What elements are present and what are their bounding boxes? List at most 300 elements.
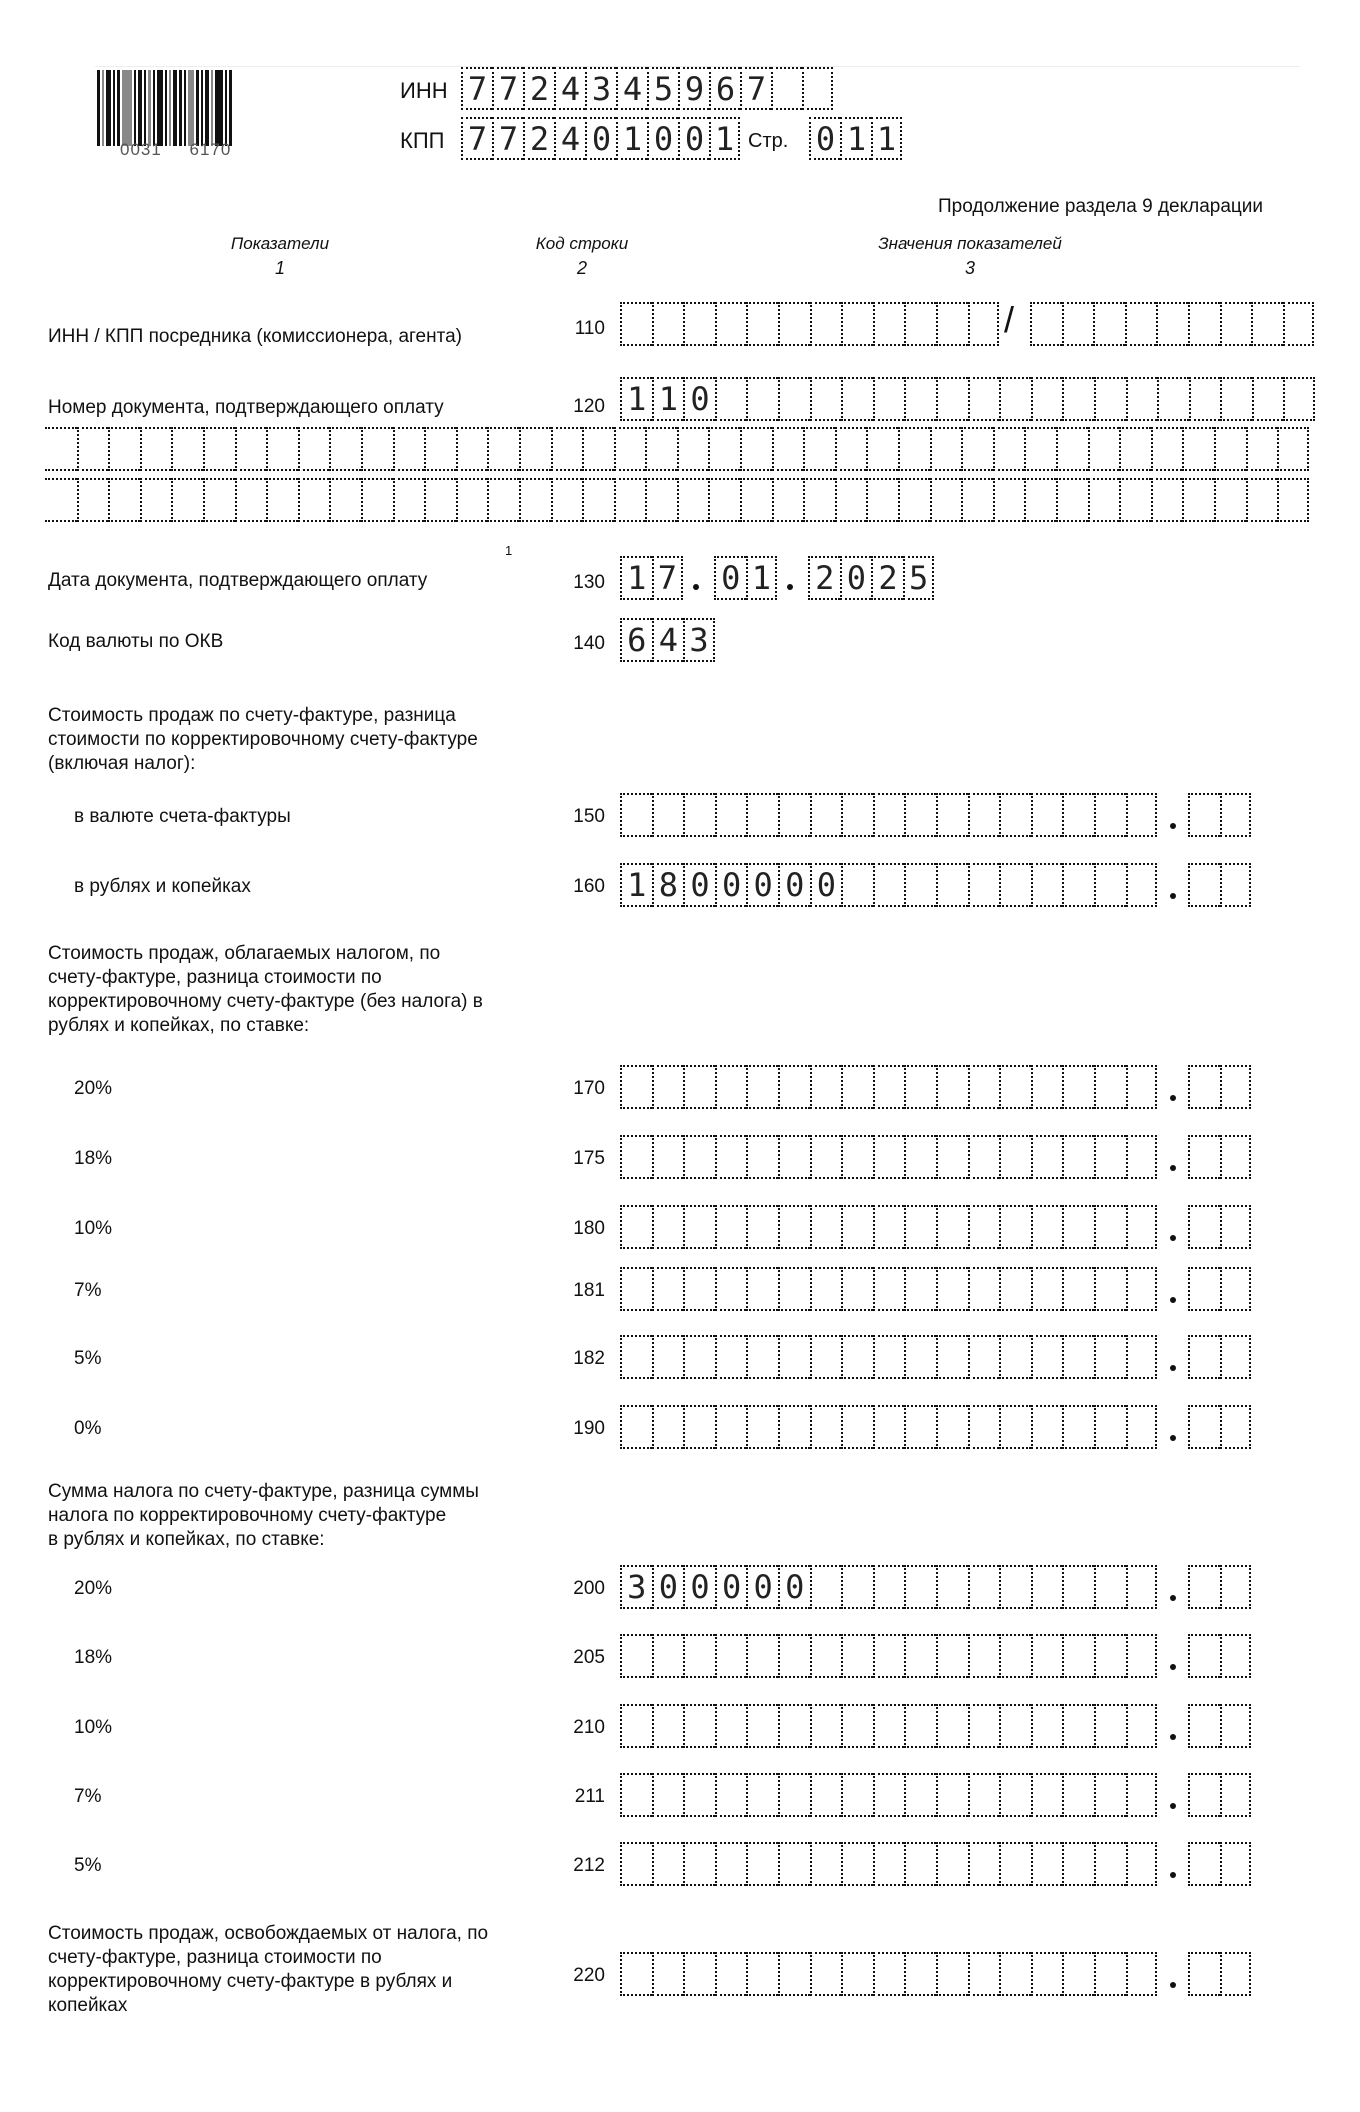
kpp-field[interactable] [461,117,740,160]
char-cell[interactable] [841,1135,873,1179]
char-cell[interactable] [873,1405,905,1449]
char-cell[interactable] [620,1405,652,1449]
char-cell[interactable] [620,1704,652,1748]
char-cell[interactable] [1220,1773,1252,1817]
char-cell[interactable] [999,1335,1031,1379]
char-cell[interactable] [1031,793,1063,837]
char-cell[interactable] [1157,377,1189,421]
char-cell[interactable] [1088,427,1120,471]
char-cell[interactable] [1188,793,1220,837]
char-cell[interactable] [77,478,109,522]
char-cell[interactable] [620,1952,652,1996]
char-cell[interactable] [999,1842,1031,1886]
char-cell[interactable] [1031,1952,1063,1996]
char-cell[interactable] [904,1773,936,1817]
char-cell[interactable]: 0 [746,863,778,907]
char-cell[interactable] [999,1267,1031,1311]
char-cell[interactable] [456,427,488,471]
char-cell[interactable] [1062,1773,1094,1817]
char-cell[interactable] [715,1135,747,1179]
char-cell[interactable] [393,478,425,522]
char-cell[interactable] [1062,863,1094,907]
char-cell[interactable] [361,427,393,471]
char-cell[interactable] [1214,478,1246,522]
char-cell[interactable] [841,1065,873,1109]
char-cell[interactable] [968,1704,1000,1748]
char-cell[interactable] [1126,1405,1158,1449]
char-cell[interactable] [1220,1634,1252,1678]
char-cell[interactable] [936,1773,968,1817]
char-cell[interactable]: 0 [746,1565,778,1609]
char-cell[interactable] [1126,1135,1158,1179]
char-cell[interactable] [1024,427,1056,471]
inn-field[interactable] [461,67,833,110]
char-cell[interactable] [203,427,235,471]
row-160-kopeks-field[interactable] [1188,863,1251,907]
char-cell[interactable] [778,1842,810,1886]
char-cell[interactable] [1126,793,1158,837]
char-cell[interactable] [645,478,677,522]
char-cell[interactable] [715,1842,747,1886]
char-cell[interactable] [904,793,936,837]
char-cell[interactable] [873,1267,905,1311]
char-cell[interactable] [810,1405,842,1449]
char-cell[interactable] [778,793,810,837]
char-cell[interactable] [620,1773,652,1817]
char-cell[interactable] [683,793,715,837]
row-205-kopeks-field[interactable] [1188,1634,1251,1678]
char-cell[interactable] [708,427,740,471]
char-cell[interactable] [1094,1842,1126,1886]
char-cell[interactable] [904,302,936,346]
char-cell[interactable] [715,1205,747,1249]
row-182-rubles-field[interactable] [620,1335,1157,1379]
char-cell[interactable] [841,1952,873,1996]
char-cell[interactable] [1126,1704,1158,1748]
char-cell[interactable] [1126,1634,1158,1678]
char-cell[interactable] [715,1405,747,1449]
char-cell[interactable]: 0 [678,117,709,160]
char-cell[interactable] [1094,1135,1126,1179]
char-cell[interactable] [841,377,873,421]
char-cell[interactable] [968,1205,1000,1249]
char-cell[interactable] [810,1842,842,1886]
char-cell[interactable] [1126,863,1158,907]
char-cell[interactable]: 0 [652,1565,684,1609]
char-cell[interactable] [904,863,936,907]
char-cell[interactable] [620,1335,652,1379]
char-cell[interactable]: 3 [683,618,715,662]
char-cell[interactable] [740,478,772,522]
char-cell[interactable] [810,1335,842,1379]
char-cell[interactable] [835,427,867,471]
char-cell[interactable] [708,478,740,522]
char-cell[interactable] [683,1952,715,1996]
char-cell[interactable] [778,377,810,421]
char-cell[interactable] [1031,1335,1063,1379]
char-cell[interactable] [968,1065,1000,1109]
row-220-kopeks-field[interactable] [1188,1952,1251,1996]
char-cell[interactable] [746,302,778,346]
row-220-rubles-field[interactable] [620,1952,1157,1996]
char-cell[interactable] [298,478,330,522]
char-cell[interactable] [1283,302,1315,346]
char-cell[interactable] [1277,478,1309,522]
char-cell[interactable] [266,478,298,522]
char-cell[interactable] [1031,863,1063,907]
char-cell[interactable] [715,1773,747,1817]
char-cell[interactable] [683,1842,715,1886]
row-120-field[interactable] [620,377,1315,421]
row-210-kopeks-field[interactable] [1188,1704,1251,1748]
char-cell[interactable] [1056,427,1088,471]
char-cell[interactable] [1188,1634,1220,1678]
char-cell[interactable] [1126,1952,1158,1996]
char-cell[interactable] [810,793,842,837]
row-120-continuation-1[interactable] [45,427,1309,471]
char-cell[interactable] [1031,1267,1063,1311]
char-cell[interactable]: 0 [585,117,616,160]
char-cell[interactable] [1024,478,1056,522]
char-cell[interactable] [873,377,905,421]
char-cell[interactable] [1062,1405,1094,1449]
row-200-kopeks-field[interactable] [1188,1565,1251,1609]
char-cell[interactable] [772,427,804,471]
char-cell[interactable]: 6 [620,618,652,662]
row-120-continuation-2[interactable] [45,478,1309,522]
char-cell[interactable] [873,793,905,837]
char-cell[interactable] [1031,1634,1063,1678]
char-cell[interactable]: 0 [809,117,840,160]
char-cell[interactable] [1062,1065,1094,1109]
char-cell[interactable] [873,863,905,907]
char-cell[interactable] [683,1773,715,1817]
char-cell[interactable] [746,1065,778,1109]
char-cell[interactable] [1062,302,1094,346]
char-cell[interactable]: 7 [461,117,492,160]
char-cell[interactable] [456,478,488,522]
char-cell[interactable] [999,377,1031,421]
char-cell[interactable] [652,1205,684,1249]
char-cell[interactable] [1188,1205,1220,1249]
char-cell[interactable] [904,1952,936,1996]
char-cell[interactable] [620,793,652,837]
char-cell[interactable] [999,863,1031,907]
char-cell[interactable] [1220,1842,1252,1886]
char-cell[interactable] [298,427,330,471]
char-cell[interactable]: 0 [810,863,842,907]
char-cell[interactable] [1126,1267,1158,1311]
char-cell[interactable] [904,1065,936,1109]
char-cell[interactable] [1094,1952,1126,1996]
char-cell[interactable] [1031,1405,1063,1449]
char-cell[interactable] [904,377,936,421]
char-cell[interactable] [968,377,1000,421]
char-cell[interactable] [1220,1405,1252,1449]
row-212-rubles-field[interactable] [620,1842,1157,1886]
char-cell[interactable] [1030,302,1062,346]
char-cell[interactable]: 9 [678,67,709,110]
row-182-kopeks-field[interactable] [1188,1335,1251,1379]
char-cell[interactable]: 1 [709,117,740,160]
char-cell[interactable] [968,1634,1000,1678]
char-cell[interactable]: 7 [740,67,771,110]
char-cell[interactable] [1188,1065,1220,1109]
char-cell[interactable] [582,427,614,471]
char-cell[interactable] [1094,1565,1126,1609]
char-cell[interactable] [841,302,873,346]
row-160-rubles-field[interactable] [620,863,1157,907]
char-cell[interactable] [1031,1842,1063,1886]
date-day-field[interactable] [620,556,683,600]
row-210-rubles-field[interactable] [620,1704,1157,1748]
char-cell[interactable] [652,1135,684,1179]
char-cell[interactable]: 1 [746,556,778,600]
char-cell[interactable] [1094,1634,1126,1678]
char-cell[interactable]: 0 [778,1565,810,1609]
char-cell[interactable] [810,1704,842,1748]
char-cell[interactable] [961,478,993,522]
char-cell[interactable] [1062,377,1094,421]
row-110-kpp-field[interactable] [1030,302,1314,346]
char-cell[interactable]: 7 [492,67,523,110]
char-cell[interactable] [1119,478,1151,522]
char-cell[interactable] [652,1335,684,1379]
currency-code-field[interactable] [620,618,715,662]
char-cell[interactable] [746,1842,778,1886]
char-cell[interactable] [1094,1335,1126,1379]
char-cell[interactable] [873,1335,905,1379]
char-cell[interactable] [1031,1065,1063,1109]
char-cell[interactable]: 1 [840,117,871,160]
char-cell[interactable] [841,1335,873,1379]
char-cell[interactable] [171,478,203,522]
char-cell[interactable] [652,1842,684,1886]
row-110-inn-field[interactable] [620,302,999,346]
char-cell[interactable] [904,1135,936,1179]
char-cell[interactable] [1188,1267,1220,1311]
char-cell[interactable] [1031,1135,1063,1179]
char-cell[interactable] [677,478,709,522]
char-cell[interactable] [999,1405,1031,1449]
char-cell[interactable] [873,1135,905,1179]
char-cell[interactable] [620,1634,652,1678]
char-cell[interactable] [968,1267,1000,1311]
page-number-field[interactable] [809,117,902,160]
row-175-kopeks-field[interactable] [1188,1135,1251,1179]
row-150-rubles-field[interactable] [620,793,1157,837]
char-cell[interactable] [778,1065,810,1109]
char-cell[interactable] [1062,1842,1094,1886]
char-cell[interactable] [936,1565,968,1609]
char-cell[interactable] [930,478,962,522]
char-cell[interactable] [393,427,425,471]
char-cell[interactable] [999,1565,1031,1609]
char-cell[interactable] [683,1634,715,1678]
char-cell[interactable] [1031,377,1063,421]
char-cell[interactable] [802,67,833,110]
char-cell[interactable] [1283,377,1315,421]
char-cell[interactable] [968,863,1000,907]
char-cell[interactable] [677,427,709,471]
char-cell[interactable] [1062,1335,1094,1379]
row-205-rubles-field[interactable] [620,1634,1157,1678]
char-cell[interactable]: 4 [554,117,585,160]
char-cell[interactable] [930,427,962,471]
char-cell[interactable] [683,1335,715,1379]
char-cell[interactable] [715,1267,747,1311]
char-cell[interactable] [936,1634,968,1678]
char-cell[interactable]: 0 [840,556,872,600]
char-cell[interactable] [1094,1405,1126,1449]
char-cell[interactable] [203,478,235,522]
char-cell[interactable]: 5 [647,67,678,110]
char-cell[interactable]: 7 [461,67,492,110]
char-cell[interactable] [582,478,614,522]
char-cell[interactable] [1188,1135,1220,1179]
char-cell[interactable] [936,1842,968,1886]
char-cell[interactable]: 8 [652,863,684,907]
char-cell[interactable] [778,302,810,346]
char-cell[interactable] [715,1952,747,1996]
char-cell[interactable] [683,1704,715,1748]
char-cell[interactable] [1119,427,1151,471]
char-cell[interactable] [968,793,1000,837]
char-cell[interactable] [1062,1704,1094,1748]
char-cell[interactable] [715,1065,747,1109]
char-cell[interactable] [936,302,968,346]
row-180-kopeks-field[interactable] [1188,1205,1251,1249]
char-cell[interactable] [746,1704,778,1748]
char-cell[interactable] [235,478,267,522]
char-cell[interactable] [1220,1065,1252,1109]
char-cell[interactable] [1126,1565,1158,1609]
char-cell[interactable] [171,427,203,471]
char-cell[interactable] [936,1405,968,1449]
char-cell[interactable] [140,427,172,471]
char-cell[interactable] [873,1704,905,1748]
row-181-rubles-field[interactable] [620,1267,1157,1311]
char-cell[interactable] [841,1405,873,1449]
char-cell[interactable] [1220,793,1252,837]
char-cell[interactable] [620,1135,652,1179]
char-cell[interactable] [999,1065,1031,1109]
char-cell[interactable] [866,478,898,522]
char-cell[interactable] [999,1704,1031,1748]
char-cell[interactable]: 0 [715,1565,747,1609]
char-cell[interactable] [108,478,140,522]
char-cell[interactable] [652,1634,684,1678]
char-cell[interactable] [999,1135,1031,1179]
char-cell[interactable] [1188,1704,1220,1748]
char-cell[interactable] [778,1335,810,1379]
char-cell[interactable] [936,793,968,837]
char-cell[interactable] [715,793,747,837]
char-cell[interactable] [810,1773,842,1817]
row-200-rubles-field[interactable] [620,1565,1157,1609]
char-cell[interactable] [683,1065,715,1109]
char-cell[interactable] [361,478,393,522]
char-cell[interactable]: 1 [620,863,652,907]
char-cell[interactable] [968,1565,1000,1609]
char-cell[interactable] [614,478,646,522]
char-cell[interactable] [810,1205,842,1249]
char-cell[interactable] [746,1634,778,1678]
char-cell[interactable] [1056,478,1088,522]
char-cell[interactable] [873,1065,905,1109]
char-cell[interactable]: 0 [683,1565,715,1609]
char-cell[interactable] [1188,1842,1220,1886]
char-cell[interactable] [1126,1842,1158,1886]
row-170-rubles-field[interactable] [620,1065,1157,1109]
char-cell[interactable] [1220,1135,1252,1179]
char-cell[interactable] [968,1952,1000,1996]
char-cell[interactable] [1214,427,1246,471]
char-cell[interactable] [810,1267,842,1311]
char-cell[interactable] [329,427,361,471]
char-cell[interactable] [968,302,1000,346]
char-cell[interactable]: 7 [492,117,523,160]
char-cell[interactable] [810,1565,842,1609]
char-cell[interactable] [1251,302,1283,346]
char-cell[interactable] [904,1267,936,1311]
char-cell[interactable] [1220,1267,1252,1311]
char-cell[interactable] [683,302,715,346]
char-cell[interactable] [810,1952,842,1996]
char-cell[interactable] [1094,1773,1126,1817]
char-cell[interactable]: 1 [620,556,652,600]
char-cell[interactable]: 5 [903,556,935,600]
char-cell[interactable] [873,1634,905,1678]
char-cell[interactable] [873,1773,905,1817]
char-cell[interactable] [1220,1704,1252,1748]
char-cell[interactable]: 1 [871,117,902,160]
char-cell[interactable] [936,1335,968,1379]
char-cell[interactable]: 7 [652,556,684,600]
char-cell[interactable] [1093,302,1125,346]
row-170-kopeks-field[interactable] [1188,1065,1251,1109]
char-cell[interactable] [936,1267,968,1311]
char-cell[interactable] [1094,377,1126,421]
char-cell[interactable] [1246,427,1278,471]
char-cell[interactable] [936,863,968,907]
char-cell[interactable] [1151,427,1183,471]
char-cell[interactable] [645,427,677,471]
char-cell[interactable] [746,1205,778,1249]
char-cell[interactable]: 0 [714,556,746,600]
char-cell[interactable] [1062,793,1094,837]
char-cell[interactable] [746,1773,778,1817]
row-150-kopeks-field[interactable] [1188,793,1251,837]
char-cell[interactable] [835,478,867,522]
char-cell[interactable] [936,1135,968,1179]
char-cell[interactable] [778,1704,810,1748]
char-cell[interactable] [1189,377,1221,421]
char-cell[interactable] [1126,1065,1158,1109]
char-cell[interactable] [810,302,842,346]
char-cell[interactable] [841,1842,873,1886]
char-cell[interactable]: 0 [778,863,810,907]
char-cell[interactable] [1126,1773,1158,1817]
char-cell[interactable] [904,1405,936,1449]
char-cell[interactable] [778,1952,810,1996]
char-cell[interactable] [620,1205,652,1249]
char-cell[interactable] [683,1405,715,1449]
char-cell[interactable] [1188,1405,1220,1449]
char-cell[interactable] [620,1065,652,1109]
char-cell[interactable] [873,1842,905,1886]
char-cell[interactable]: 4 [616,67,647,110]
